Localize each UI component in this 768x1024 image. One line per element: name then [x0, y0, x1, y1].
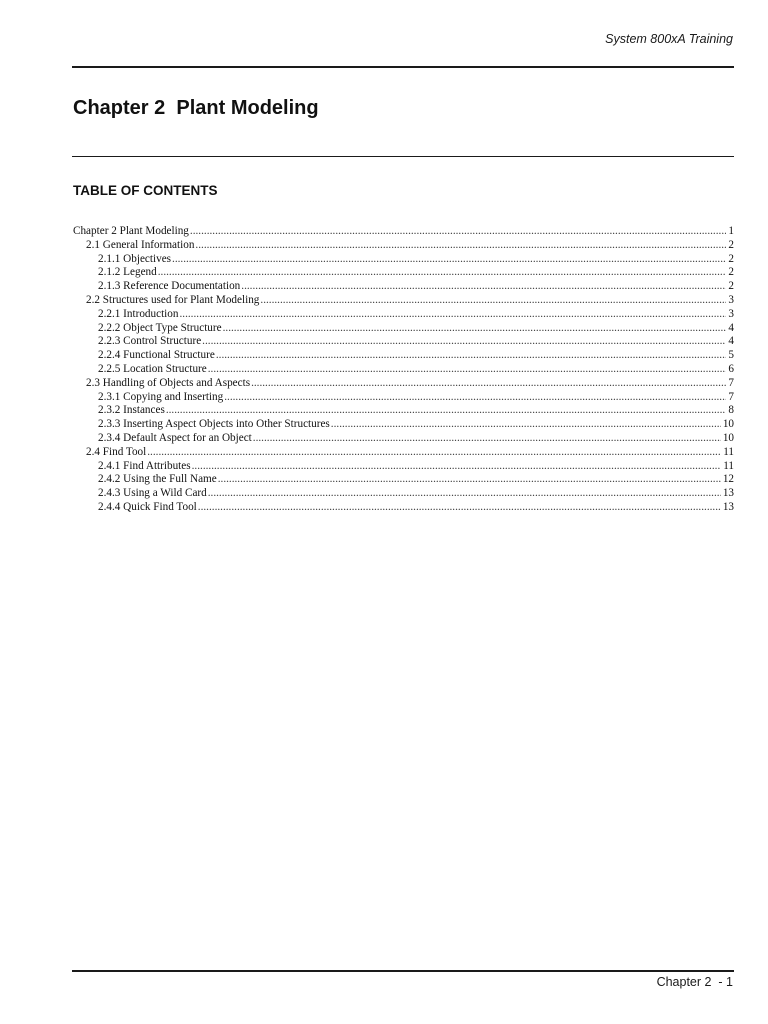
toc-entry-page: 10	[722, 418, 734, 431]
toc-entry-page: 3	[728, 293, 734, 306]
toc-entry[interactable]	[73, 487, 734, 501]
toc-entry-label: 2.3 Handling of Objects and Aspects	[86, 376, 251, 389]
toc-entry-label: 2.3.4 Default Aspect for an Object	[98, 431, 252, 444]
toc-entry-label: 2.4.4 Quick Find Tool	[98, 500, 197, 513]
toc-entry-page: 11	[723, 445, 734, 458]
toc-entry-label: Chapter 2 Plant Modeling	[73, 225, 189, 237]
toc-entry-page: 11	[723, 459, 734, 472]
toc-entry-page: 12	[722, 473, 734, 486]
toc-entry[interactable]	[73, 280, 734, 294]
toc-entry[interactable]	[73, 460, 734, 474]
dot-leader	[192, 460, 722, 474]
dot-leader	[224, 391, 726, 405]
dot-leader	[331, 418, 721, 432]
toc-entry-label: 2.4.2 Using the Full Name	[98, 473, 217, 486]
toc-heading: TABLE OF CONTENTS	[73, 183, 218, 198]
dot-leader	[208, 487, 721, 501]
dot-leader	[241, 280, 726, 294]
dot-leader	[147, 446, 721, 460]
dot-leader	[218, 473, 721, 487]
toc-entry[interactable]	[73, 225, 734, 239]
toc-entry[interactable]	[73, 473, 734, 487]
toc-entry-page: 2	[728, 238, 734, 251]
dot-leader	[179, 308, 726, 322]
dot-leader	[172, 253, 726, 267]
toc-entry-label: 2.3.2 Instances	[98, 404, 165, 417]
toc-entry-label: 2.4.1 Find Attributes	[98, 459, 191, 472]
dot-leader	[251, 377, 726, 391]
toc-entry-page: 4	[728, 335, 734, 348]
dot-leader	[202, 335, 726, 349]
dot-leader	[253, 432, 721, 446]
dot-leader	[260, 294, 726, 308]
toc-entry[interactable]	[73, 294, 734, 308]
footer-rule	[72, 970, 734, 972]
toc-entry-label: 2.4 Find Tool	[86, 445, 147, 458]
toc-entry-page: 5	[728, 349, 734, 362]
chapter-title: Chapter 2 Plant Modeling	[73, 97, 319, 119]
toc-entry[interactable]	[73, 322, 734, 336]
toc-entry-label: 2.2.5 Location Structure	[98, 362, 207, 375]
title-rule	[72, 156, 734, 157]
toc-entry-page: 2	[728, 280, 734, 293]
toc-entry-page: 1	[728, 225, 734, 237]
toc-entry-page: 6	[728, 362, 734, 375]
toc-entry-label: 2.3.1 Copying and Inserting	[98, 390, 224, 403]
toc-entry-page: 2	[728, 252, 734, 265]
toc-entry[interactable]	[73, 349, 734, 363]
toc-entry-page: 7	[728, 376, 734, 389]
toc-entry[interactable]	[73, 432, 734, 446]
toc-entry-label: 2.1.1 Objectives	[98, 252, 172, 265]
header-rule	[72, 66, 734, 68]
toc-entry[interactable]	[73, 239, 734, 253]
dot-leader	[190, 225, 727, 239]
dot-leader	[223, 322, 727, 336]
toc-entry[interactable]	[73, 418, 734, 432]
toc-entry-page: 8	[728, 404, 734, 417]
dot-leader	[158, 266, 727, 280]
dot-leader	[208, 363, 727, 377]
toc-entry-page: 13	[722, 500, 734, 513]
toc-entry-label: 2.1 General Information	[86, 238, 195, 251]
toc-entry[interactable]	[73, 391, 734, 405]
toc-entry[interactable]	[73, 253, 734, 267]
toc-entry-label: 2.1.3 Reference Documentation	[98, 280, 241, 293]
toc-entry-label: 2.2.3 Control Structure	[98, 335, 202, 348]
toc-entry[interactable]	[73, 308, 734, 322]
toc-entry-page: 10	[722, 431, 734, 444]
toc-entry-label: 2.4.3 Using a Wild Card	[98, 487, 207, 500]
toc-entry[interactable]	[73, 446, 734, 460]
toc-entry-label: 2.2.1 Introduction	[98, 307, 179, 320]
toc-entry[interactable]	[73, 266, 734, 280]
dot-leader	[195, 239, 726, 253]
table-of-contents	[73, 225, 734, 515]
toc-entry-label: 2.2.2 Object Type Structure	[98, 321, 222, 334]
toc-entry-label: 2.1.2 Legend	[98, 266, 157, 279]
toc-entry[interactable]	[73, 363, 734, 377]
page-number: Chapter 2 - 1	[656, 975, 733, 989]
toc-entry-label: 2.2 Structures used for Plant Modeling	[86, 293, 260, 306]
toc-entry-page: 3	[728, 307, 734, 320]
dot-leader	[216, 349, 727, 363]
dot-leader	[198, 501, 721, 515]
running-header: System 800xA Training	[605, 32, 733, 46]
dot-leader	[166, 404, 727, 418]
toc-entry-page: 7	[728, 390, 734, 403]
toc-entry-page: 13	[722, 487, 734, 500]
toc-entry-label: 2.2.4 Functional Structure	[98, 349, 215, 362]
toc-entry-page: 2	[728, 266, 734, 279]
toc-entry-page: 4	[728, 321, 734, 334]
toc-entry[interactable]	[73, 501, 734, 515]
toc-entry[interactable]	[73, 335, 734, 349]
toc-entry-label: 2.3.3 Inserting Aspect Objects into Other Structures	[98, 418, 330, 431]
toc-entry[interactable]	[73, 404, 734, 418]
toc-entry[interactable]	[73, 377, 734, 391]
